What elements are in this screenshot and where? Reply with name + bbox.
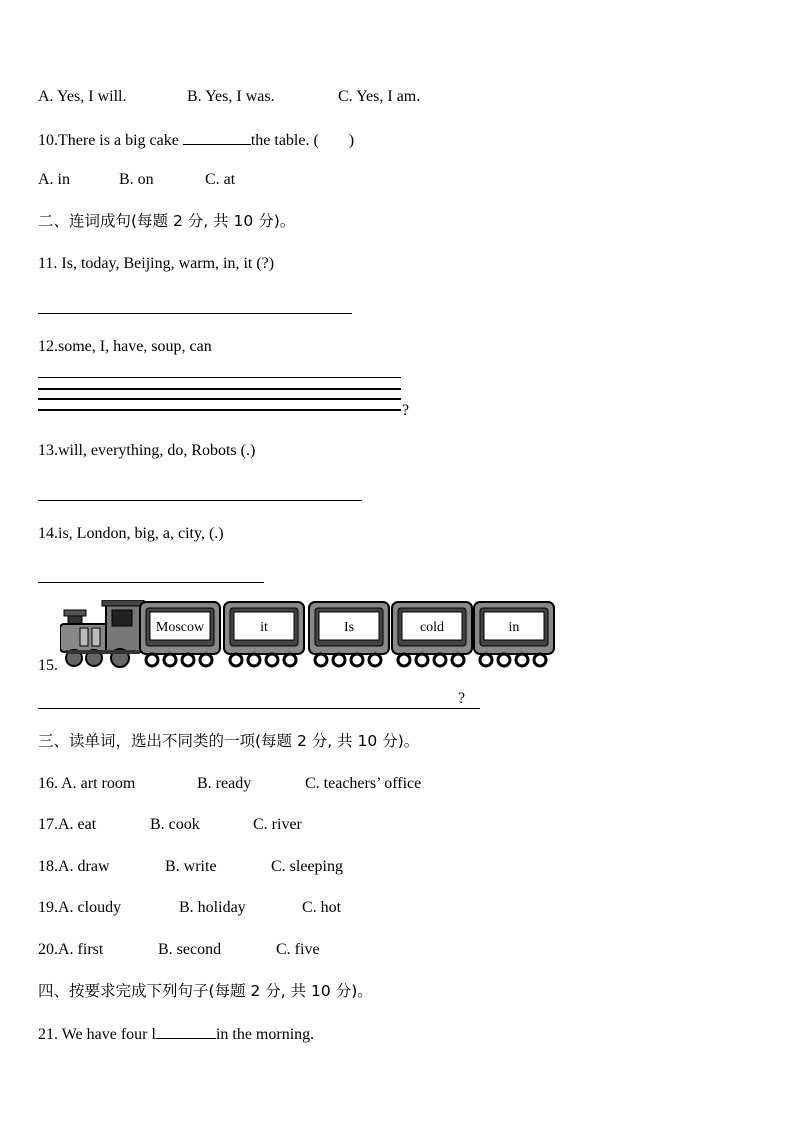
question-10	[38, 129, 354, 151]
q10-option-c: C. at	[205, 171, 236, 188]
q16-option-b: B. ready	[197, 775, 252, 792]
question-13: 13.will, everything, do, Robots (.)	[38, 442, 256, 459]
q12-answer-line-1[interactable]	[38, 377, 401, 378]
q15-number: 15.	[38, 657, 58, 674]
q16-option-a: 16. A. art room	[38, 775, 136, 792]
q9-option-c: C. Yes, I am.	[338, 88, 421, 105]
q20-option-a: 20.A. first	[38, 941, 104, 958]
q19-option-c: C. hot	[302, 899, 342, 916]
q20-option-c: C. five	[276, 941, 320, 958]
q21-text-post: in the morning.	[215, 1026, 315, 1043]
q15-answer-line[interactable]	[38, 708, 480, 709]
question-17	[38, 815, 302, 835]
train-car-2	[224, 602, 304, 666]
q9-option-a: A. Yes, I will.	[38, 88, 127, 105]
question-11: 11. Is, today, Beijing, warm, in, it (?)	[38, 255, 275, 272]
train-word-2: it	[260, 620, 268, 635]
train-word-1: Moscow	[155, 620, 205, 635]
q12-question-mark: ?	[402, 402, 410, 419]
q20-option-b: B. second	[158, 941, 222, 958]
q18-option-c: C. sleeping	[271, 858, 343, 875]
q10-text-pre: There is a big cake	[58, 132, 183, 149]
q17-option-a: 17.A. eat	[38, 816, 97, 833]
q18-option-b: B. write	[165, 858, 217, 875]
q12-answer-line-2[interactable]	[38, 388, 401, 390]
q12-answer-line-3[interactable]	[38, 398, 401, 400]
train-word-5: in	[508, 620, 520, 635]
section-3-title: 三、读单词，选出不同类的一项(每题 2 分, 共 10 分)。	[38, 732, 420, 750]
q21-text-pre: 21. We have four l	[38, 1026, 156, 1043]
q13-answer-line[interactable]	[38, 500, 362, 501]
q10-option-a: A. in	[38, 171, 70, 188]
section-4-title: 四、按要求完成下列句子(每题 2 分, 共 10 分)。	[38, 982, 373, 1000]
q11-answer-line[interactable]	[38, 313, 352, 314]
question-18	[38, 857, 343, 877]
question-19	[38, 898, 341, 918]
question-21	[38, 1023, 314, 1045]
train-word-3: Is	[343, 620, 355, 635]
section-2-title: 二、连词成句(每题 2 分, 共 10 分)。	[38, 212, 296, 230]
q14-answer-line[interactable]	[38, 582, 264, 583]
train-car-4	[392, 602, 472, 666]
q10-close-paren: )	[348, 132, 355, 149]
q19-option-b: B. holiday	[179, 899, 246, 916]
q10-answer-blank[interactable]	[183, 129, 251, 145]
q10-text-post: the table. (	[250, 132, 319, 149]
train-word-4: cold	[419, 620, 445, 635]
q10-options	[38, 170, 235, 190]
q12-answer-line-4[interactable]	[38, 409, 401, 411]
q9-options	[38, 87, 420, 107]
locomotive-image	[60, 600, 144, 667]
question-20	[38, 940, 320, 960]
q16-option-c: C. teachers’ office	[305, 775, 422, 792]
q9-option-b: B. Yes, I was.	[187, 88, 275, 105]
q21-answer-blank[interactable]	[156, 1023, 216, 1039]
train-car-1	[140, 602, 220, 666]
train-car-5	[474, 602, 554, 666]
q10-number: 10.	[38, 132, 58, 149]
question-14: 14.is, London, big, a, city, (.)	[38, 525, 224, 542]
question-16	[38, 774, 421, 794]
train-car-3	[309, 602, 389, 666]
q15-question-mark: ?	[458, 690, 466, 707]
q10-option-b: B. on	[119, 171, 154, 188]
q18-option-a: 18.A. draw	[38, 858, 110, 875]
train-illustration	[60, 600, 560, 672]
q19-option-a: 19.A. cloudy	[38, 899, 122, 916]
question-12: 12.some, I, have, soup, can	[38, 338, 212, 355]
q17-option-b: B. cook	[150, 816, 200, 833]
q17-option-c: C. river	[253, 816, 302, 833]
